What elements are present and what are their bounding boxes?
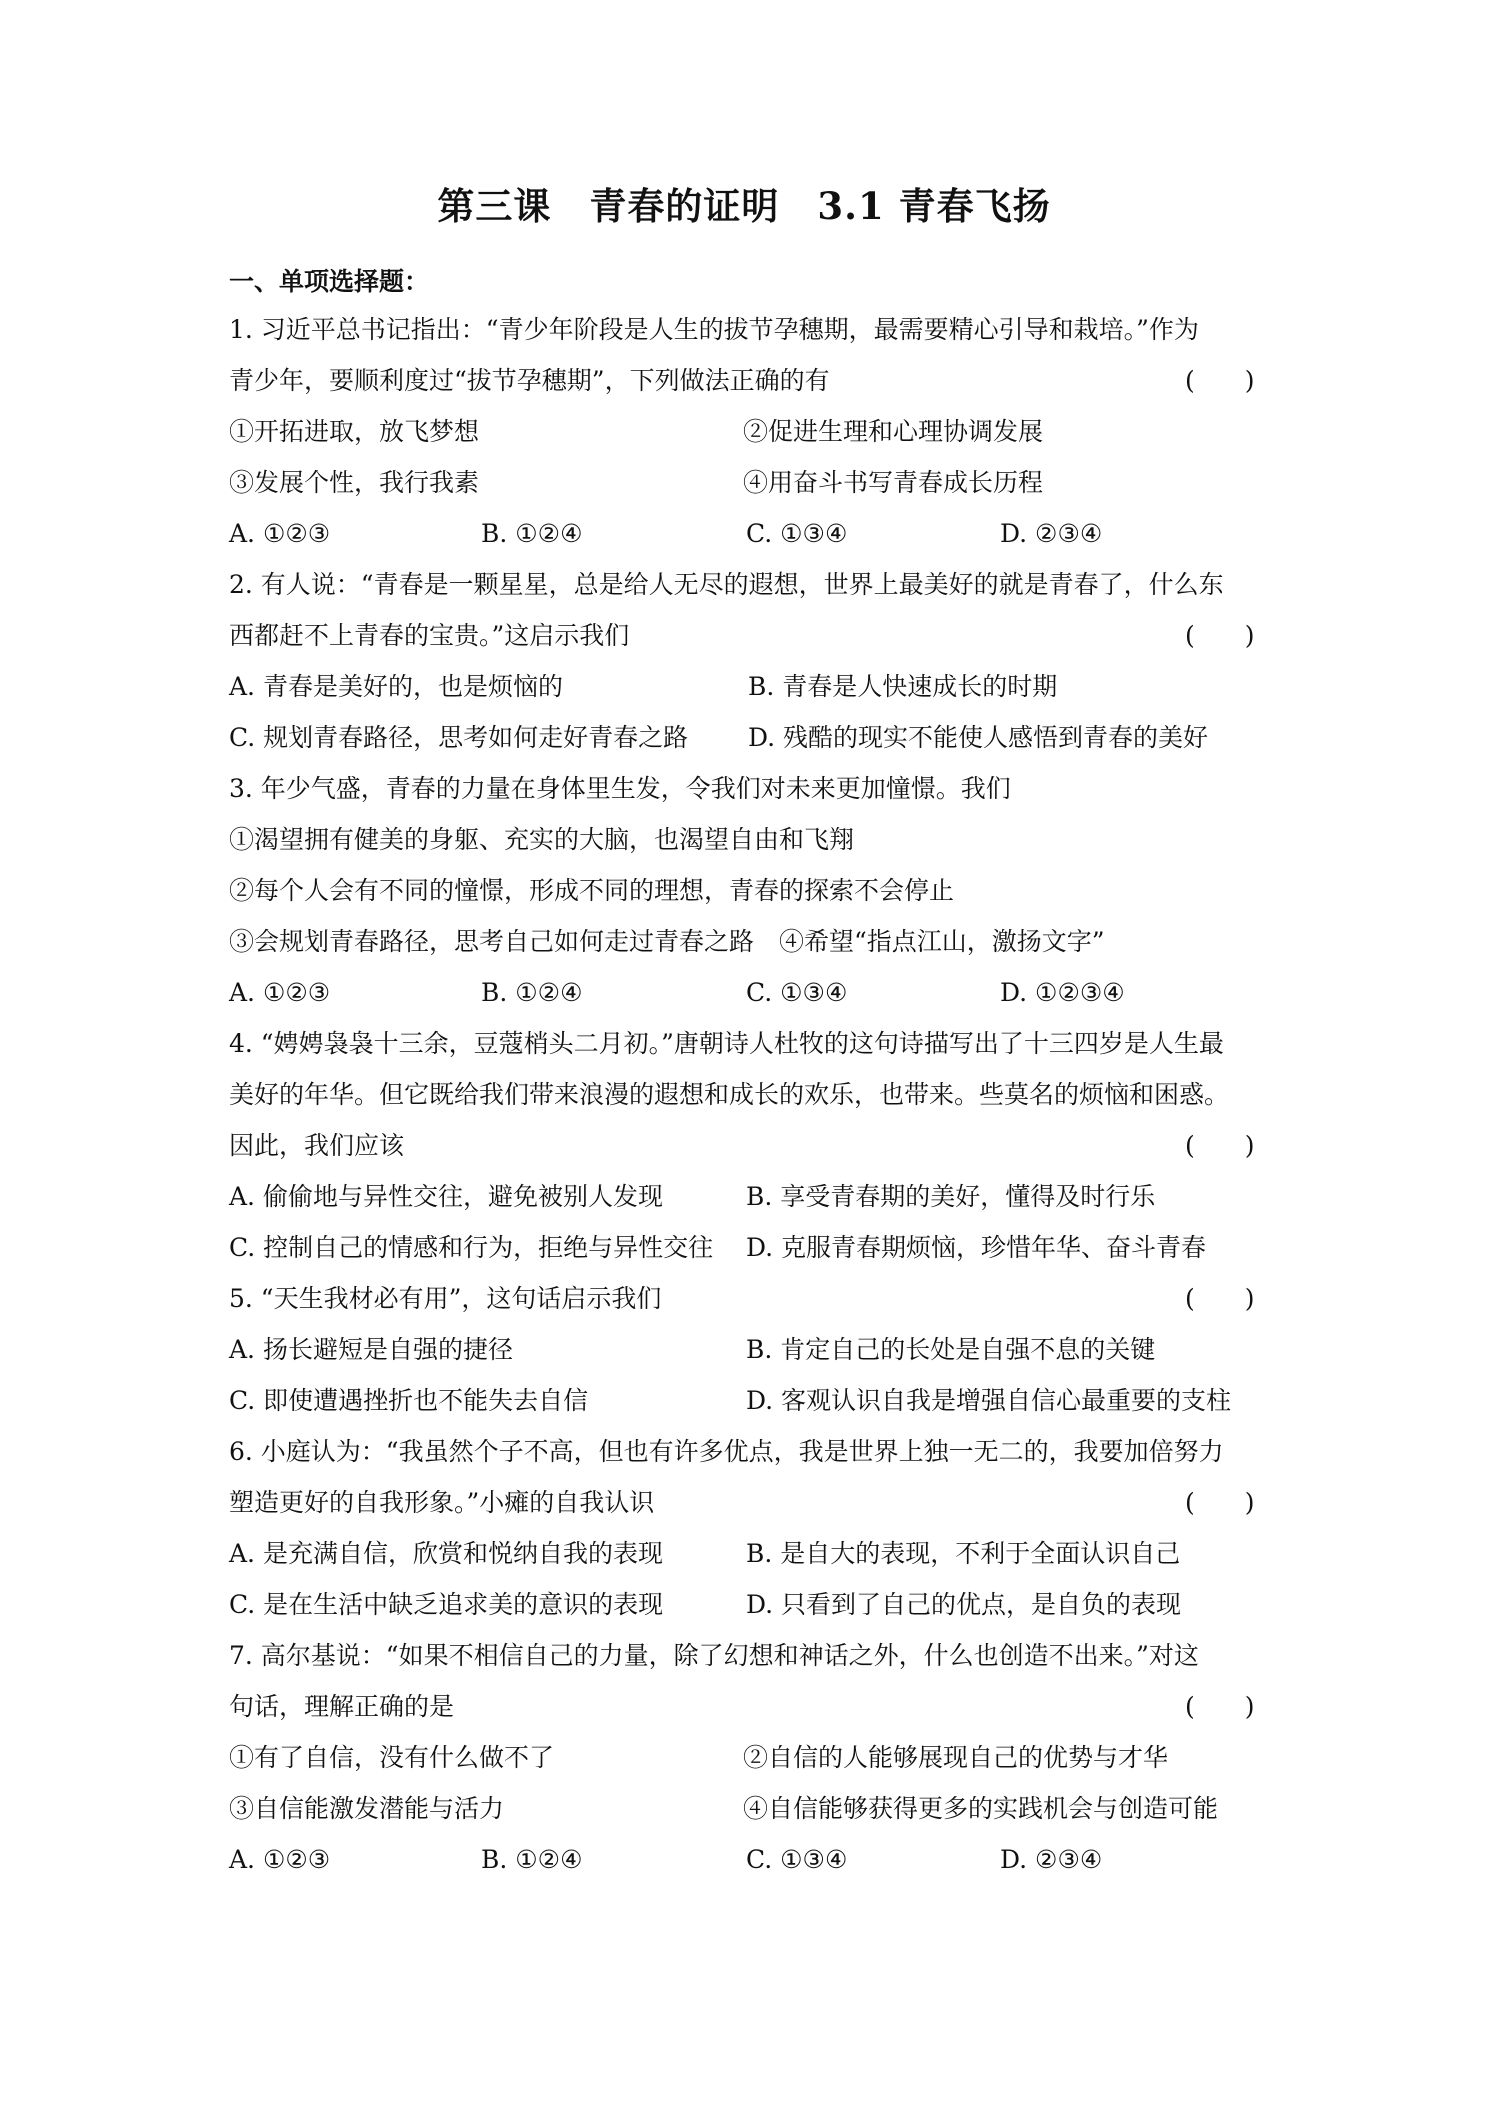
q2-option-c: C. 规划青春路径，思考如何走好青春之路 — [229, 723, 689, 752]
q4-option-d: D. 克服青春期烦恼，珍惜年华、奋斗青春 — [746, 1233, 1207, 1262]
q4-stem-line-2: 美好的年华。但它既给我们带来浪漫的遐想和成长的欢乐，也带来。些莫名的烦恼和困惑。 — [229, 1080, 1230, 1109]
q7-option-a: A. ①②③ — [229, 1845, 331, 1874]
q7-item-3: ③自信能激发潜能与活力 — [229, 1794, 505, 1823]
q7-option-b: B. ①②④ — [481, 1845, 583, 1874]
q1-option-b: B. ①②④ — [481, 519, 583, 548]
q6-stem-line-2: 塑造更好的自我形象。”小瘫的自我认识 — [229, 1488, 655, 1517]
q2-stem-line-2: 西都赶不上青春的宝贵。”这启示我们 — [229, 621, 630, 650]
q6-stem-line-1: 6. 小庭认为：“我虽然个子不高，但也有许多优点，我是世界上独一无二的，我要加倍努力 — [229, 1437, 1224, 1466]
q1-answer-blank: ( ) — [1185, 366, 1255, 395]
q5-option-d: D. 客观认识自我是增强自信心最重要的支柱 — [746, 1386, 1232, 1415]
q1-item-1: ①开拓进取，放飞梦想 — [229, 417, 480, 446]
q5-option-a: A. 扬长避短是自强的捷径 — [229, 1335, 513, 1364]
q1-item-4: ④用奋斗书写青春成长历程 — [743, 468, 1044, 497]
q2-option-b: B. 青春是人快速成长的时期 — [748, 672, 1058, 701]
q4-answer-blank: ( ) — [1185, 1131, 1255, 1160]
q5-stem-line-1: 5. “天生我材必有用”，这句话启示我们 — [229, 1284, 662, 1313]
q4-option-c: C. 控制自己的情感和行为，拒绝与异性交往 — [229, 1233, 714, 1262]
q4-stem-line-3: 因此，我们应该 — [229, 1131, 405, 1160]
q3-option-a: A. ①②③ — [229, 978, 331, 1007]
q7-stem-line-1: 7. 高尔基说：“如果不相信自己的力量，除了幻想和神话之外，什么也创造不出来。”对这 — [229, 1641, 1199, 1670]
q1-stem-line-1: 1. 习近平总书记指出：“青少年阶段是人生的拔节孕穗期，最需要精心引导和栽培。”作为 — [229, 315, 1199, 344]
q7-stem-line-2: 句话，理解正确的是 — [229, 1692, 455, 1721]
q2-option-d: D. 残酷的现实不能使人感悟到青春的美好 — [748, 723, 1209, 752]
q1-item-2: ②促进生理和心理协调发展 — [743, 417, 1044, 446]
q3-item-1: ①渴望拥有健美的身躯、充实的大脑，也渴望自由和飞翔 — [229, 825, 855, 854]
q7-item-2: ②自信的人能够展现自己的优势与才华 — [743, 1743, 1169, 1772]
q5-option-c: C. 即使遭遇挫折也不能失去自信 — [229, 1386, 589, 1415]
page-title: 第三课 青春的证明 3.1 青春飞扬 — [437, 184, 1051, 228]
q1-option-d: D. ②③④ — [1000, 519, 1103, 548]
q6-option-c: C. 是在生活中缺乏追求美的意识的表现 — [229, 1590, 664, 1619]
q2-answer-blank: ( ) — [1185, 621, 1255, 650]
q5-answer-blank: ( ) — [1185, 1284, 1255, 1313]
q7-answer-blank: ( ) — [1185, 1692, 1255, 1721]
q3-option-c: C. ①③④ — [746, 978, 848, 1007]
q6-option-a: A. 是充满自信，欣赏和悦纳自我的表现 — [229, 1539, 663, 1568]
q5-option-b: B. 肯定自己的长处是自强不息的关键 — [746, 1335, 1156, 1364]
q7-item-4: ④自信能够获得更多的实践机会与创造可能 — [743, 1794, 1219, 1823]
q3-option-d: D. ①②③④ — [1000, 978, 1125, 1007]
q3-item-2: ②每个人会有不同的憧憬，形成不同的理想，青春的探索不会停止 — [229, 876, 955, 905]
q6-option-d: D. 只看到了自己的优点，是自负的表现 — [746, 1590, 1182, 1619]
q2-stem-line-1: 2. 有人说：“青春是一颗星星，总是给人无尽的遐想，世界上最美好的就是青春了，什么东 — [229, 570, 1224, 599]
q1-stem-line-2: 青少年，要顺利度过“拔节孕穗期”，下列做法正确的有 — [229, 366, 830, 395]
q4-option-a: A. 偷偷地与异性交往，避免被别人发现 — [229, 1182, 663, 1211]
q7-option-c: C. ①③④ — [746, 1845, 848, 1874]
q7-option-d: D. ②③④ — [1000, 1845, 1103, 1874]
q4-stem-line-1: 4. “娉娉袅袅十三余，豆蔻梢头二月初。”唐朝诗人杜牧的这句诗描写出了十三四岁是人生最 — [229, 1029, 1224, 1058]
q2-option-a: A. 青春是美好的，也是烦恼的 — [229, 672, 563, 701]
q7-item-1: ①有了自信，没有什么做不了 — [229, 1743, 555, 1772]
q1-option-a: A. ①②③ — [229, 519, 331, 548]
q4-option-b: B. 享受青春期的美好，懂得及时行乐 — [746, 1182, 1156, 1211]
q3-stem-line-1: 3. 年少气盛，青春的力量在身体里生发，令我们对未来更加憧憬。我们 — [229, 774, 1011, 803]
q1-item-3: ③发展个性，我行我素 — [229, 468, 480, 497]
section-heading: 一、单项选择题： — [229, 267, 430, 296]
q1-option-c: C. ①③④ — [746, 519, 848, 548]
q6-option-b: B. 是自大的表现，不利于全面认识自己 — [746, 1539, 1181, 1568]
q3-option-b: B. ①②④ — [481, 978, 583, 1007]
q6-answer-blank: ( ) — [1185, 1488, 1255, 1517]
q3-item-3-4: ③会规划青春路径，思考自己如何走过青春之路 ④希望“指点江山，激扬文字” — [229, 927, 1105, 956]
